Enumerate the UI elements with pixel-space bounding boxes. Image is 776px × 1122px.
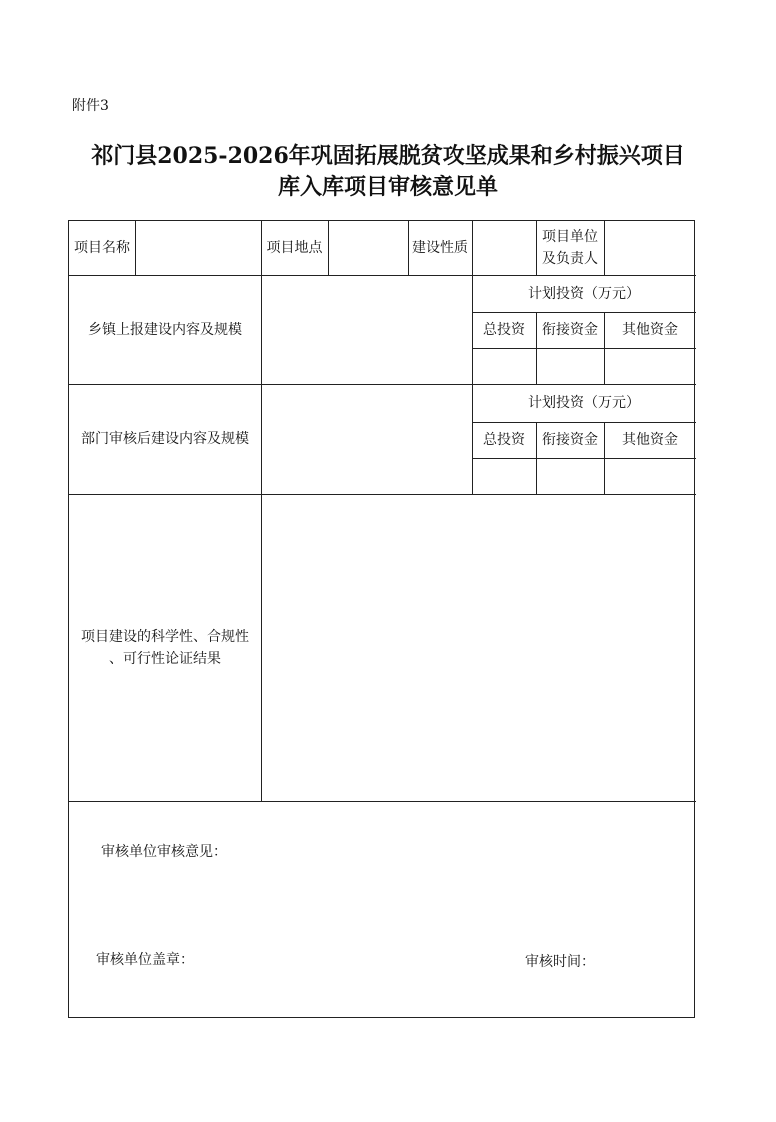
- department-total-investment-field[interactable]: [472, 458, 536, 494]
- township-total-investment-label: 总投资: [483, 322, 525, 338]
- township-other-funds-label: 其他资金: [622, 322, 678, 338]
- department-content-label: 部门审核后建设内容及规模: [81, 431, 249, 447]
- department-other-funds-field[interactable]: [604, 458, 696, 494]
- township-linked-funds-field[interactable]: [536, 348, 604, 384]
- department-other-funds-label: 其他资金: [622, 432, 678, 448]
- department-planned-investment-title: 计划投资（万元）: [528, 395, 640, 411]
- demonstration-result-field[interactable]: [261, 494, 696, 801]
- township-other-funds-field[interactable]: [604, 348, 696, 384]
- department-total-investment-label: 总投资: [483, 432, 525, 448]
- township-total-investment-field[interactable]: [472, 348, 536, 384]
- construction-nature-label: 建设性质: [412, 240, 468, 256]
- review-date-label: 审核时间：: [525, 954, 595, 970]
- project-location-label: 项目地点: [266, 240, 323, 256]
- document-title-line2: 库入库项目审核意见单: [277, 174, 498, 200]
- township-content-label: 乡镇上报建设内容及规模: [88, 321, 242, 338]
- demonstration-label: [69, 494, 261, 801]
- department-content-field[interactable]: [261, 384, 472, 494]
- department-linked-funds-field[interactable]: [536, 458, 604, 494]
- project-name-field[interactable]: [135, 221, 261, 275]
- project-name-label: 项目名称: [74, 240, 130, 256]
- construction-nature-field[interactable]: [472, 221, 536, 275]
- review-opinion-area[interactable]: [69, 801, 696, 1017]
- department-linked-funds-label: 衔接资金: [542, 432, 598, 448]
- project-unit-label-line1: 项目单位: [542, 229, 598, 245]
- township-content-field[interactable]: [261, 275, 472, 384]
- project-unit-label-line2: 及负责人: [542, 251, 598, 267]
- review-seal-label: 审核单位盖章：: [96, 952, 194, 968]
- document-title-line1: 祁门县2025-2026年巩固拓展脱贫攻坚成果和乡村振兴项目: [91, 143, 685, 169]
- project-unit-field[interactable]: [604, 221, 696, 275]
- review-opinion-label: 审核单位审核意见：: [101, 844, 227, 860]
- review-form-table: [68, 220, 695, 1018]
- demonstration-label-line1: 项目建设的科学性、合规性: [81, 628, 249, 645]
- attachment-label: 附件3: [72, 98, 109, 114]
- demonstration-label-line2: 、可行性论证结果: [109, 650, 221, 667]
- township-linked-funds-label: 衔接资金: [542, 322, 598, 338]
- project-unit-label: [536, 221, 604, 275]
- township-planned-investment-title: 计划投资（万元）: [528, 285, 640, 302]
- project-location-field[interactable]: [328, 221, 408, 275]
